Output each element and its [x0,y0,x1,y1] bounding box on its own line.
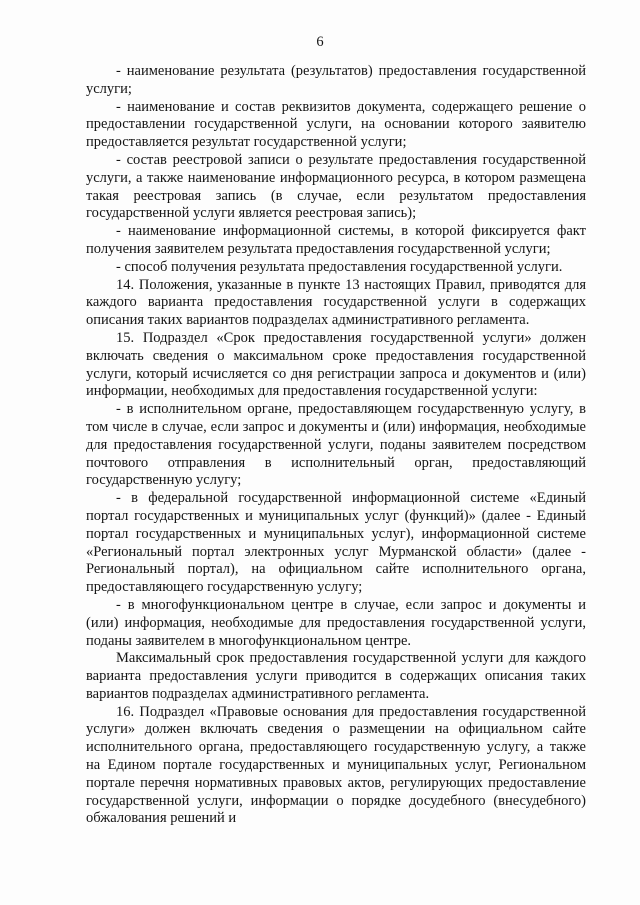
paragraph-registry-record: - состав реестровой записи о результате предоставления государственной услуги, а также наименование информационного ресурса, в котором размещена такая реестровая запись (в случае, если результатом предоставления государственной услуги является реестровая запись); [86,151,586,222]
paragraph-document-details: - наименование и состав реквизитов документа, содержащего решение о предоставлении государственной услуги, на основании которого заявителю предоставляется результат государственной услуги; [86,98,586,151]
paragraph-section-15: 15. Подраздел «Срок предоставления государственной услуги» должен включать сведения о максимальном сроке предоставления государственной услуги, который исчисляется со дня регистрации запроса и документов и (или) информации, необходимых для предоставления государственной услуги: [86,329,586,400]
paragraph-section-14: 14. Положения, указанные в пункте 13 настоящих Правил, приводятся для каждого варианта предоставления государственной услуги в содержащих описания таких вариантов подразделах административного регламента. [86,276,586,329]
paragraph-max-term: Максимальный срок предоставления государственной услуги для каждого варианта предоставления услуги приводится в содержащих описания таких вариантов подразделах административного регламента. [86,650,586,702]
paragraph-result-method: - способ получения результата предоставления государственной услуги. [116,258,563,275]
paragraph-mfc: - в многофункциональном центре в случае, если запрос и документы и (или) информация, необходимые для предоставления государственной услуги, поданы заявителем в многофункциональном центре. [86,596,586,649]
paragraph-information-system: - наименование информационной системы, в которой фиксируется факт получения заявителем результата предоставления государственной услуги; [86,223,586,257]
document-body [86,63,586,828]
paragraph-result-name: - наименование результата (результатов) предоставления государственной услуги; [86,63,586,97]
paragraph-executive-body: - в исполнительном органе, предоставляющем государственную услугу, в том числе в случае, если запрос и документы и (или) информация, необходимые для предоставления государственной услуги, поданы заявителем посредством почтового отправления в исполнительный орган, предоставляющий государственную услугу; [86,401,586,489]
paragraph-unified-portal: - в федеральной государственной информационной системе «Единый портал государственных и муниципальных услуг (функций)» (далее - Единый портал государственных и муниципальных услуг), информационной системе «Региональный портал электронных услуг Мурманской области» (далее - Региональный портал), на официальном сайте исполнительного органа, предоставляющего государственную услугу; [86,490,586,596]
page-number: 6 [316,34,324,50]
paragraph-section-16: 16. Подраздел «Правовые основания для предоставления государственной услуги» должен включать сведения о размещении на официальном сайте исполнительного органа, предоставляющего государственную услугу, а также на Едином портале государственных и муниципальных услуг, Региональном портале перечня нормативных правовых актов, регулирующих предоставление государственной услуги, информации о порядке досудебного (внесудебного) обжалования решений и [86,703,586,827]
